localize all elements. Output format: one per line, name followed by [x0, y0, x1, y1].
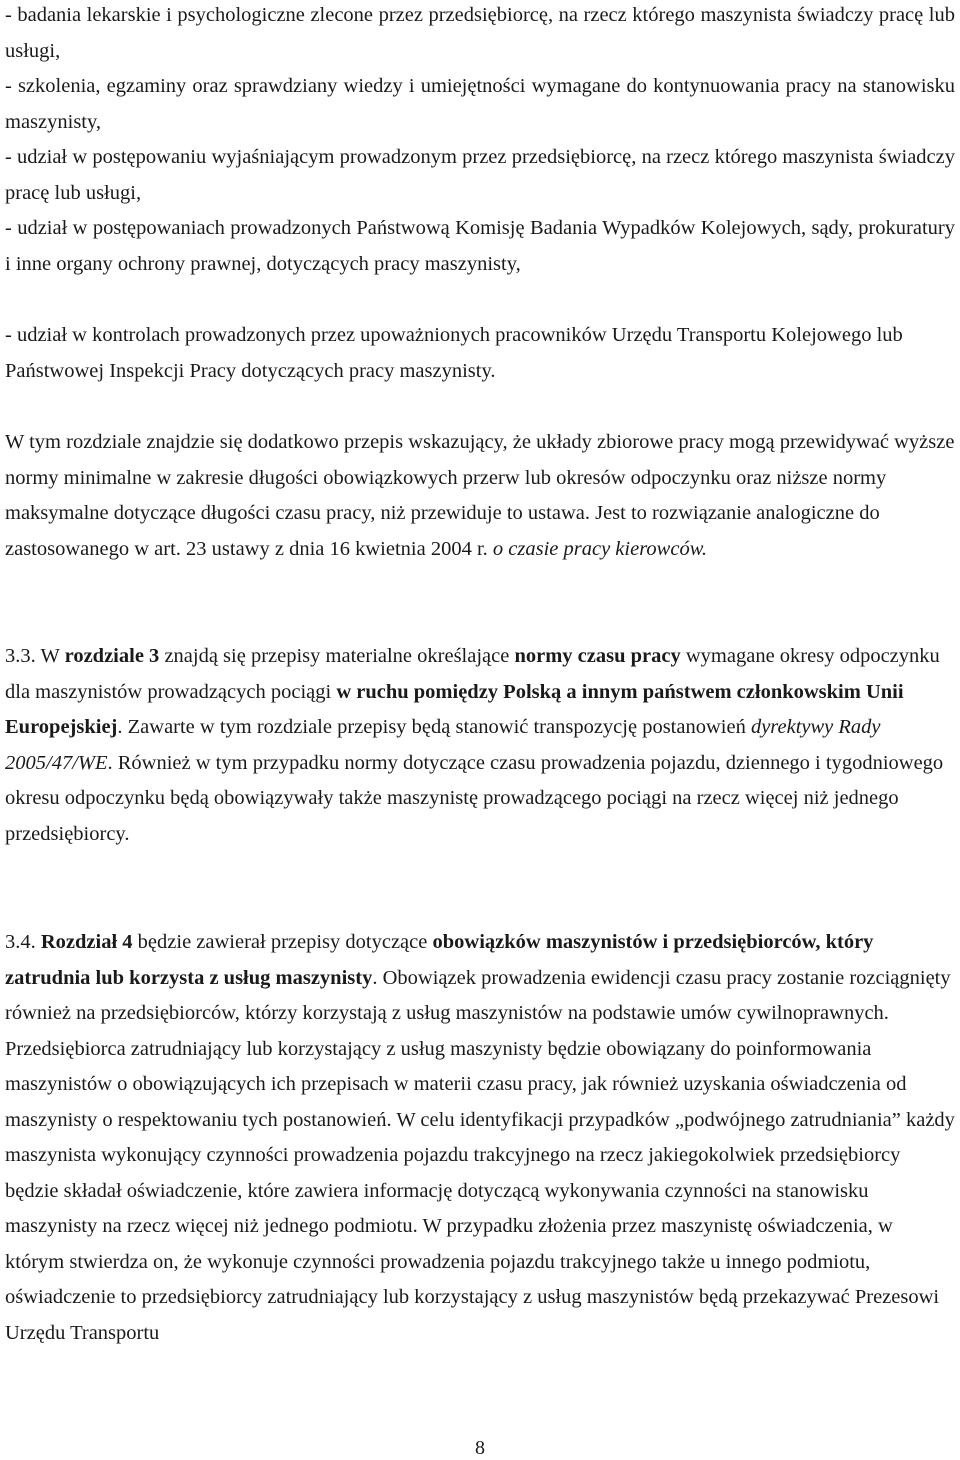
list-item: - udział w kontrolach prowadzonych przez upoważnionych pracowników Urzędu Transportu Kolejowego lub Państwowej Inspekcji Pracy dotyczących pracy maszynisty.: [5, 324, 903, 382]
bold-run: rozdziale 3: [64, 645, 160, 667]
list-item: - szkolenia, egzaminy oraz sprawdziany wiedzy i umiejętności wymagane do kontynuowania pracy na stanowisku maszynisty,: [5, 75, 955, 133]
text-run: wymagane okresy odpoczynku dla maszynistów prowadzących pociągi: [5, 645, 940, 703]
bold-run: obowiązków maszynistów i przedsiębiorców, który zatrudnia lub korzysta z usług maszynisty: [5, 931, 874, 989]
section-number: 3.3.: [5, 645, 36, 667]
text-run: W: [35, 645, 65, 667]
text-run: . Zawarte w tym rozdziale przepisy będą stanowić transpozycję postanowień: [117, 716, 751, 738]
bold-run: normy czasu pracy: [514, 645, 681, 667]
text-run: znajdą się przepisy materialne określające: [159, 645, 515, 667]
paragraph-text: W tym rozdziale znajdzie się dodatkowo przepis wskazujący, że układy zbiorowe pracy mogą przewidywać wyższe normy minimalne w zakresie długości obowiązkowych przerw lub okresów odpoczynku oraz niższe normy maksymalne dotyczące długości czasu pracy, niż przewiduje to ustawa. Jest to rozwiązanie analogiczne do zastosowanego w art. 23 ustawy z dnia 16 kwietnia 2004 r.: [5, 431, 955, 560]
list-item: - badania lekarskie i psychologiczne zlecone przez przedsiębiorcę, na rzecz którego maszynista świadczy pracę lub usługi,: [5, 4, 955, 62]
text-run: będzie zawierał przepisy dotyczące: [132, 931, 433, 953]
page-number: 8: [475, 1437, 485, 1459]
paragraph-collective-agreements: [5, 425, 955, 567]
list-item: - udział w postępowaniu wyjaśniającym prowadzonym przez przedsiębiorcę, na rzecz którego maszynista świadczy pracę lub usługi,: [5, 146, 955, 204]
section-3-4: [5, 925, 955, 1351]
directive-italic: dyrektywy Rady 2005/47/WE: [5, 716, 881, 774]
section-number: 3.4.: [5, 931, 36, 953]
text-run: . Obowiązek prowadzenia ewidencji czasu pracy zostanie rozciągnięty również na przedsiębiorców, którzy korzystają z usług maszynistów na podstawie umów cywilnoprawnych. Przedsiębiorca zatrudniający lub korzystający z usług maszynisty będzie obowiązany do poinformowania maszynistów o obowiązujących ich przepisach w materii czasu pracy, jak również uzyskania oświadczenia od maszynisty o respektowaniu tych postanowień. W celu identyfikacji przypadków „podwójnego zatrudniania” każdy maszynista wykonujący czynności prowadzenia pojazdu trakcyjnego na rzecz jakiegokolwiek przedsiębiorcy będzie składał oświadczenie, które zawiera informację dotyczącą wykonywania czynności na stanowisku maszynisty na rzecz więcej niż jednego podmiotu. W przypadku złożenia przez maszynistę oświadczenia, w którym stwierdza on, że wykonuje czynności prowadzenia pojazdu trakcyjnego także u innego podmiotu, oświadczenie to przedsiębiorcy zatrudniający lub korzystający z usług maszynistów będą przekazywać Prezesowi Urzędu Transportu: [5, 966, 955, 1344]
bold-run: w ruchu pomiędzy Polską a innym państwem członkowskim Unii Europejskiej: [5, 680, 904, 738]
text-run: . Również w tym przypadku normy dotyczące czasu prowadzenia pojazdu, dziennego i tygodniowego okresu odpoczynku będą obowiązywały także maszynistę prowadzącego pociągi na rzecz więcej niż jednego przedsiębiorcy.: [5, 751, 944, 845]
act-title-italic: o czasie pracy kierowców.: [492, 537, 707, 560]
list-item: - udział w postępowaniach prowadzonych Państwową Komisję Badania Wypadków Kolejowych, sądy, prokuratury i inne organy ochrony prawnej, dotyczących pracy maszynisty,: [5, 217, 955, 275]
bold-run: Rozdział 4: [40, 931, 133, 953]
section-3-3: [5, 639, 955, 852]
